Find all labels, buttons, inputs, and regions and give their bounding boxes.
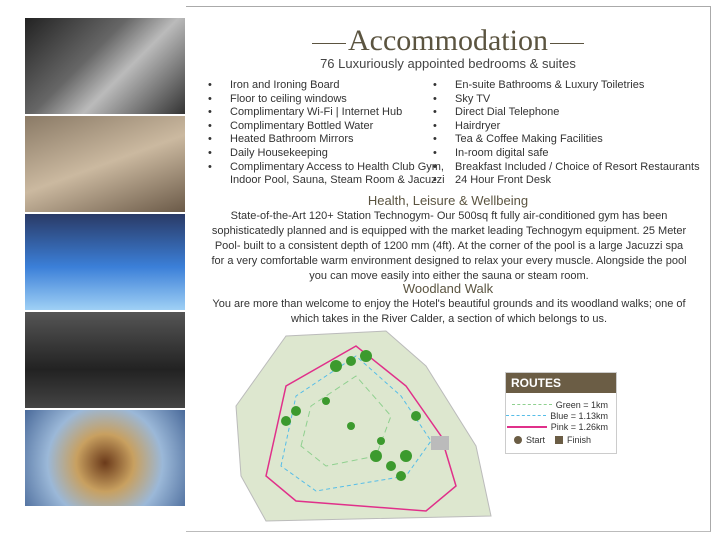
bedroom-photo [25, 116, 185, 212]
list-item: • In-room digital safe [433, 147, 713, 161]
list-item: • 24 Hour Front Desk [433, 174, 713, 188]
hotel-building [431, 436, 449, 450]
amenities-left [208, 79, 448, 188]
start-icon [514, 436, 522, 444]
food-photo [25, 410, 185, 506]
legend-green [506, 399, 616, 410]
woodland-text: You are more than welcome to enjoy the Hotel's beautiful grounds and its woodland walks; one of which takes in the River Calder, a section of which belongs to us. [212, 298, 686, 325]
legend-label: Green = 1km [555, 399, 608, 410]
routes-legend [505, 372, 617, 454]
list-item: • Heated Bathroom Mirrors [208, 133, 448, 147]
legend-label: Blue = 1.13km [550, 410, 608, 421]
page-title: Accommodation [186, 24, 710, 58]
list-item: • Sky TV [433, 93, 713, 107]
pool-photo [25, 214, 185, 310]
health-heading: Health, Leisure & Wellbeing [367, 193, 529, 208]
list-item: • Complimentary Wi-Fi | Internet Hub [208, 106, 448, 120]
legend-blue [506, 410, 616, 421]
list-item: • Hairdryer [433, 120, 713, 134]
list-item: • En-suite Bathrooms & Luxury Toiletries [433, 79, 713, 93]
bathroom-photo [25, 18, 185, 114]
legend-start-finish [506, 434, 616, 445]
gym-photo [25, 312, 185, 408]
list-item: • Direct Dial Telephone [433, 106, 713, 120]
list-item: • Complimentary Bottled Water [208, 120, 448, 134]
list-item: • Complimentary Access to Health Club Gym, Indoor Pool, Sauna, Steam Room & Jacuzzi [208, 161, 455, 188]
start-label: Start [526, 434, 546, 445]
list-item: • Daily Housekeeping [208, 147, 448, 161]
woodland-map [226, 326, 496, 522]
amenities-right [433, 79, 713, 188]
routes-heading: ROUTES [506, 373, 616, 393]
legend-pink [506, 421, 616, 432]
finish-icon [555, 436, 563, 444]
list-item: • Breakfast Included / Choice of Resort Restaurants [433, 161, 713, 175]
health-text: State-of-the-Art 120+ Station Technogym- Our 500sq ft fully air-conditioned gym has been sophisticatedly planned and is equipped with the market leading Technogym equipment. 25 Meter Pool- built to a consistent depth of 1200 mm (4ft). At the corner of the pool is a large Jacuzzi spa for a very comfortable warm environment designed to relax your every muscle. Alongside the pool you can move easily into either the sauna or steam room. [211, 210, 687, 282]
legend-label: Pink = 1.26km [550, 421, 608, 432]
list-item: • Iron and Ironing Board [208, 79, 448, 93]
list-item: • Floor to ceiling windows [208, 93, 448, 107]
list-item: • Tea & Coffee Making Facilities [433, 133, 713, 147]
photo-column [25, 18, 185, 508]
woodland-heading: Woodland Walk [402, 281, 494, 296]
subtitle: 76 Luxuriously appointed bedrooms & suites [320, 56, 576, 71]
finish-label: Finish [567, 434, 592, 445]
